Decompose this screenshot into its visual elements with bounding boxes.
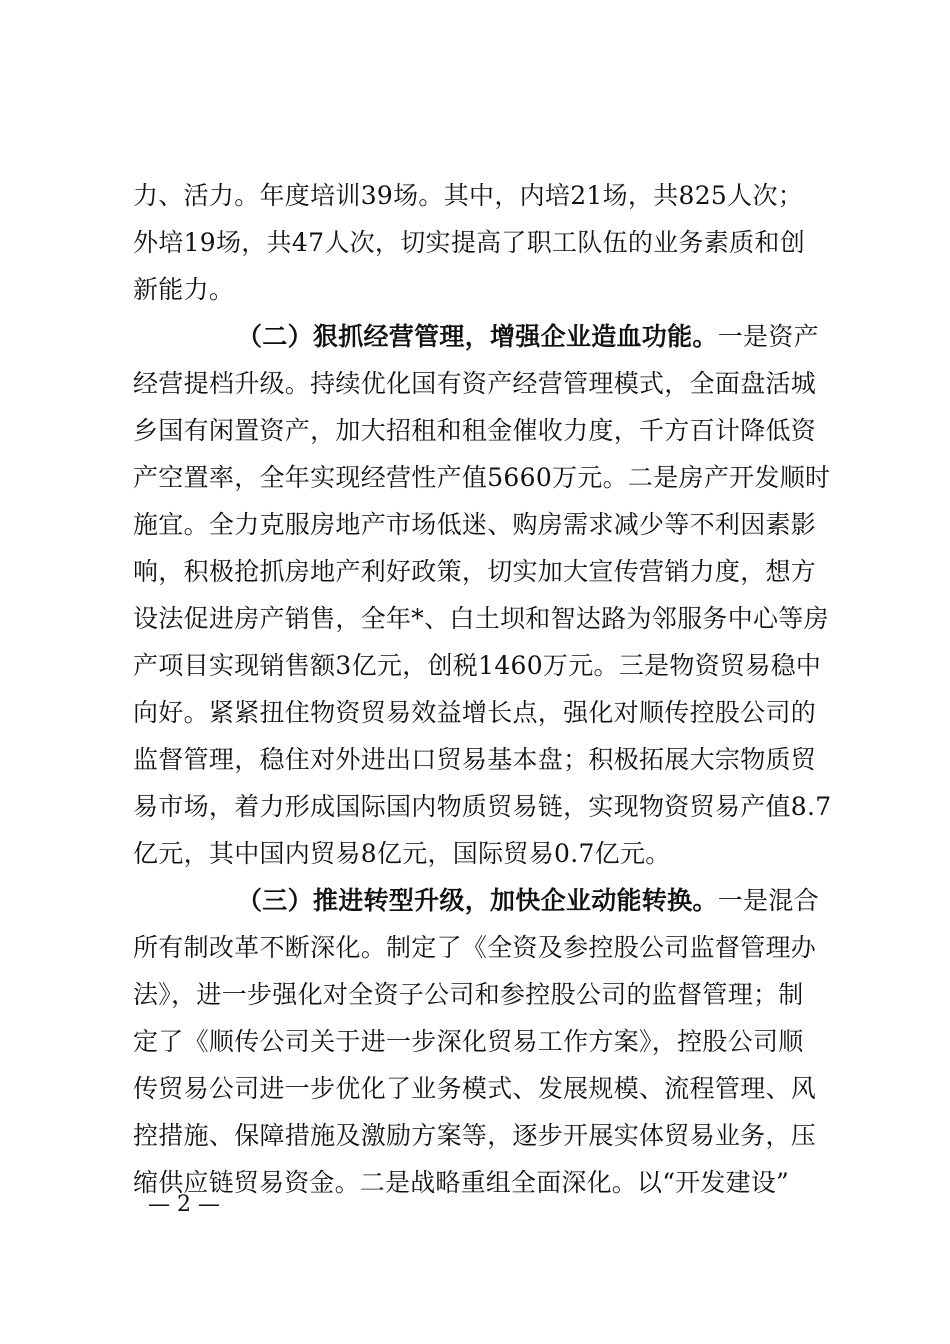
- text-line: 监督管理，稳住对外进出口贸易基本盘；积极拓展大宗物质贸: [133, 745, 817, 774]
- text-line: 控措施、保障措施及激励方案等，逐步开展实体贸易业务，压: [133, 1121, 817, 1150]
- text-line: 新能力。: [133, 275, 235, 304]
- body-text: [133, 172, 833, 1206]
- text-line: 定了《顺传公司关于进一步深化贸易工作方案》，控股公司顺: [133, 1027, 804, 1056]
- text-line: 乡国有闲置资产，加大招租和租金催收力度，千方百计降低资: [133, 416, 817, 445]
- text-line: 法》，进一步强化对全资子公司和参控股公司的监督管理；制: [133, 980, 804, 1009]
- section-two-heading-continuation: 一是资产: [717, 322, 819, 351]
- section-three-heading-line: [133, 877, 833, 924]
- text-line: 设法促进房产销售，全年*、白土坝和智达路为邻服务中心等房: [133, 604, 829, 633]
- text-line: 外培19场，共47人次，切实提高了职工队伍的业务素质和创: [133, 228, 806, 257]
- text-line: 传贸易公司进一步优化了业务模式、发展规模、流程管理、风: [133, 1074, 817, 1103]
- text-line: 施宜。全力克服房地产市场低迷、购房需求减少等不利因素影: [133, 510, 817, 539]
- section-three-heading: （三）推进转型升级，加快企业动能转换。: [237, 886, 718, 915]
- section-three-heading-continuation: 一是混合: [717, 886, 819, 915]
- text-line: 缩供应链贸易资金。二是战略重组全面深化。以“开发建设”: [133, 1168, 789, 1197]
- text-line: 力、活力。年度培训39场。其中，内培21场，共825人次；: [133, 181, 804, 210]
- page-number: — 2 —: [148, 1192, 220, 1217]
- text-line: 所有制改革不断深化。制定了《全资及参控股公司监督管理办: [133, 933, 817, 962]
- text-line: 亿元，其中国内贸易8亿元，国际贸易0.7亿元。: [133, 839, 671, 868]
- section-two-heading: （二）狠抓经营管理，增强企业造血功能。: [237, 322, 718, 351]
- section-two-heading-line: [133, 313, 833, 360]
- text-line: 响，积极抢抓房地产利好政策，切实加大宣传营销力度，想方: [133, 557, 817, 586]
- text-line: 经营提档升级。持续优化国有资产经营管理模式，全面盘活城: [133, 369, 817, 398]
- text-line: 向好。紧紧扭住物资贸易效益增长点，强化对顺传控股公司的: [133, 698, 817, 727]
- text-line: 产空置率，全年实现经营性产值5660万元。二是房产开发顺时: [133, 463, 831, 492]
- text-line: 易市场，着力形成国际国内物质贸易链，实现物资贸易产值8.7: [133, 792, 832, 821]
- text-line: 产项目实现销售额3亿元，创税1460万元。三是物资贸易稳中: [133, 651, 822, 680]
